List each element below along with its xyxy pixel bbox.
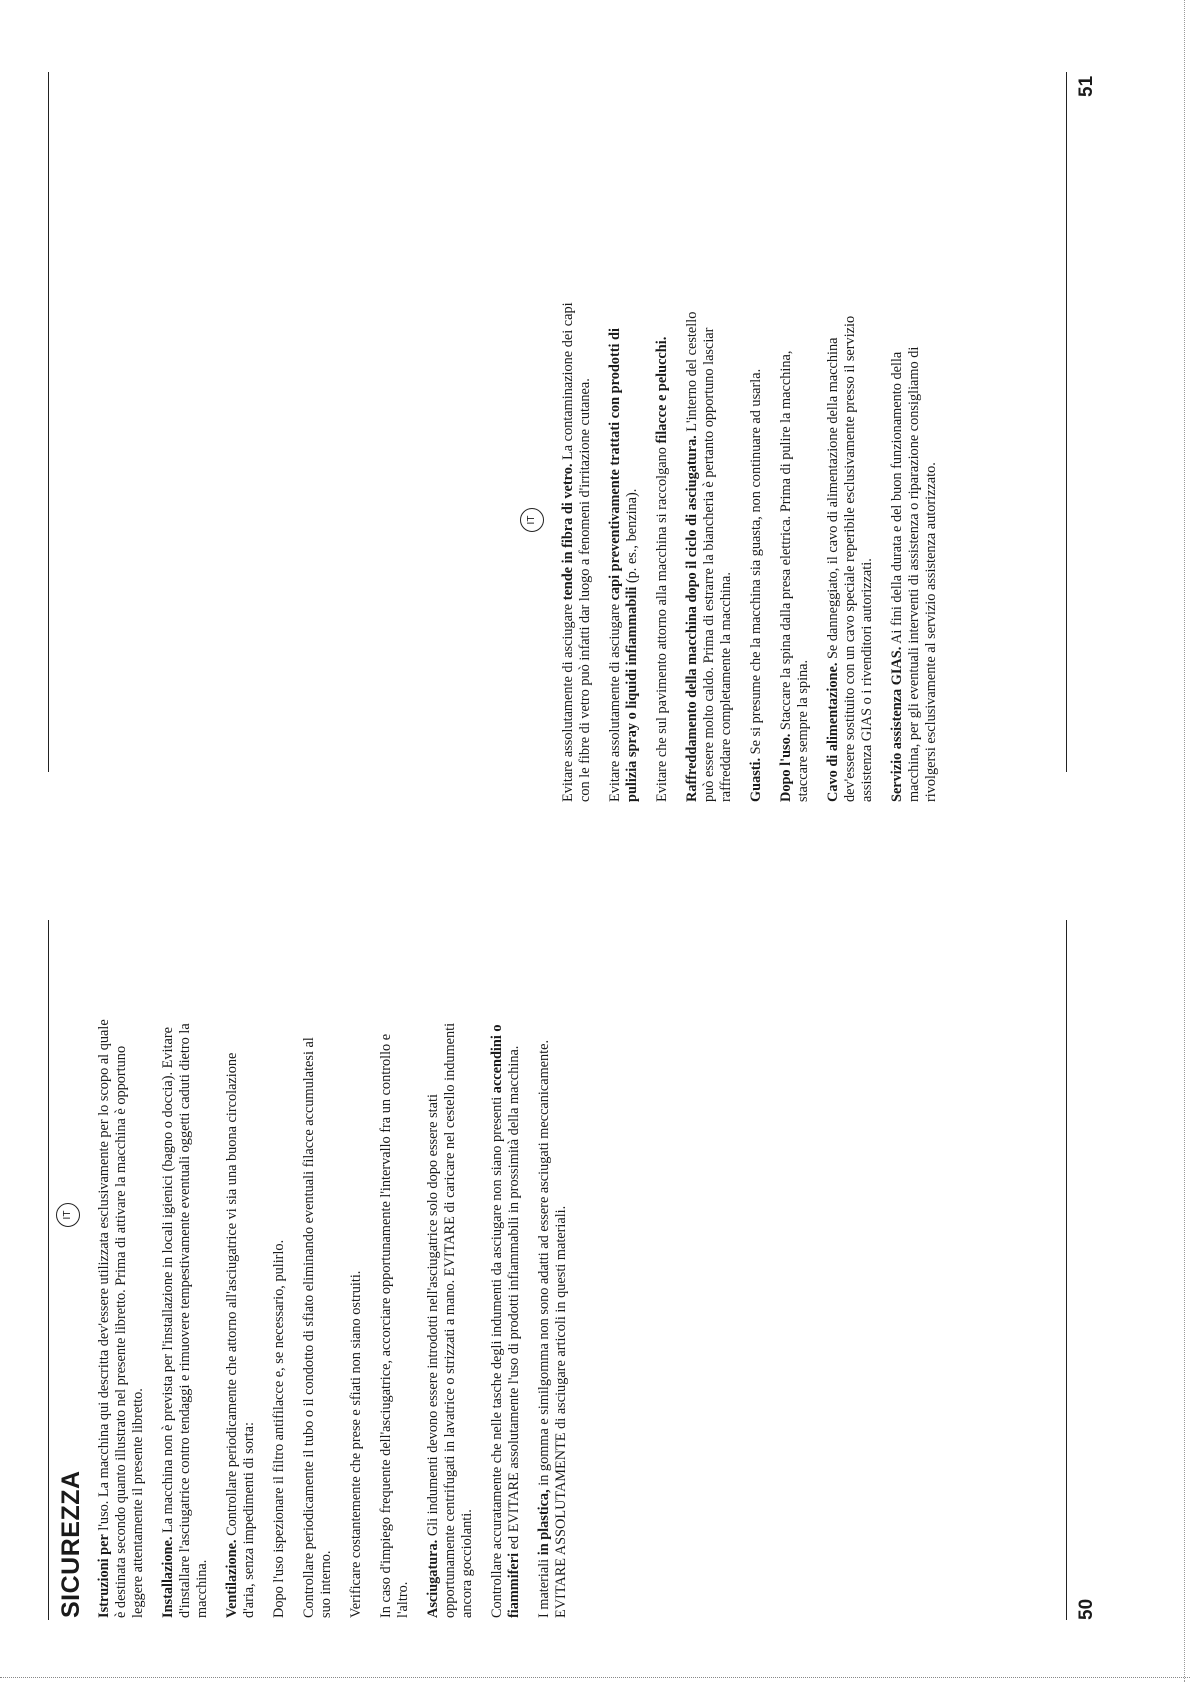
- right-page-bottom-rule: [1066, 72, 1067, 772]
- paragraph: Installazione. La macchina non è prevista per l'installazione in locali igienici (bagno o doccia). Evitare d'installare l'asciugatrice contro tendaggi e rimuovere tempestivamente eventuali oggetti caduti dietro la macchina.: [160, 1023, 210, 1618]
- paragraph: Evitare assolutamente di asciugare capi preventivamente trattati con prodotti di pulizia spray o liquidi infiammabili (p. es., benzina).: [607, 328, 640, 802]
- paragraph: Guasti. Se si presume che la macchina sia guasta, non continuare ad usarla.: [748, 368, 764, 802]
- paragraph: Dopo l'uso. Staccare la spina dalla presa elettrica. Prima di pulire la macchina, staccare sempre la spina.: [778, 350, 811, 802]
- right-page-column: [560, 302, 953, 802]
- paragraph: Istruzioni per l'uso. La macchina qui descritta dev'essere utilizzata esclusivamente per lo scopo al quale è destinata secondo quanto illustrato nel presente libretto. Prima di attivare la macchina è opportuno leggere attentamente il presente libretto.: [96, 1019, 146, 1618]
- right-language-badge: IT: [520, 508, 544, 532]
- paragraph: Servizio assistenza GIAS. Ai fini della durata e del buon funzionamento della macchina, per gli eventuali interventi di assistenza o riparazione consigliamo di rivolgersi esclusivamente al servizio assistenza autorizzato.: [889, 346, 939, 802]
- left-page-number: 50: [1076, 1598, 1097, 1620]
- left-page-column: [56, 1018, 583, 1618]
- left-page-top-rule: [48, 920, 49, 1620]
- paragraph: Ventilazione. Controllare periodicamente che attorno all'asciugatrice vi sia una buona circolazione d'aria, senza impedimenti di sorta:: [224, 1052, 257, 1618]
- paragraph: I materiali in plastica, in gomma e similgomma non sono adatti ad essere asciugati meccanicamente. EVITARE ASSOLUTAMENTE di asciugare articoli in questi materiali.: [536, 1039, 569, 1618]
- right-page-number: 51: [1076, 75, 1097, 97]
- paragraph: Raffreddamento della macchina dopo il ciclo di asciugatura. L'interno del cestello può essere molto caldo. Prima di estrarre la biancheria è pertanto opportuno lasciar raffreddare completamente la macchina.: [684, 311, 734, 802]
- paragraph: Evitare che sul pavimento attorno alla macchina si raccolgano filacce e pelucchi.: [654, 336, 670, 802]
- left-language-badge: IT: [56, 1203, 80, 1227]
- left-page-bottom-rule: [1066, 920, 1067, 1620]
- scan-edge-bottom: [1184, 0, 1185, 1682]
- paragraph: Controllare accuratamente che nelle tasche degli indumenti da asciugare non siano presenti accendini o fiammiferi ed EVITARE assolutamente l'uso di prodotti infiammabili in prossimità della macchina.: [489, 1024, 522, 1618]
- paragraph: Evitare assolutamente di asciugare tende in fibra di vetro. La contaminazione dei capi con le fibre di vetro può infatti dar luogo a fenomeni d'irritazione cutanea.: [560, 302, 593, 802]
- paragraph: Asciugatura. Gli indumenti devono essere introdotti nell'asciugatrice solo dopo essere stati opportunamente centrifugati in lavatrice o strizzati a mano. EVITARE di caricare nel cestello indumenti ancora gocciolanti.: [425, 1022, 475, 1618]
- right-page-top-rule: [48, 72, 49, 772]
- scan-edge-left: [0, 1677, 1190, 1678]
- paragraph: Controllare periodicamente il tubo o il condotto di sfiato eliminando eventuali filacce accumulatesi al suo interno.: [301, 1037, 334, 1618]
- paragraph: Dopo l'uso ispezionare il filtro antifilacce e, se necessario, pulirlo.: [271, 1239, 287, 1618]
- paragraph: In caso d'impiego frequente dell'asciugatrice, accorciare opportunamente l'intervallo fra un controllo e l'altro.: [378, 1033, 411, 1618]
- section-title: SICUREZZA: [57, 1470, 85, 1618]
- paragraph: Verificare costantemente che prese e sfiati non siano ostruiti.: [348, 1270, 364, 1618]
- paragraph: Cavo di alimentazione. Se danneggiato, il cavo di alimentazione della macchina dev'essere sostituito con un cavo speciale reperibile esclusivamente presso il servizio assistenza GIAS o i rivenditori autorizzati.: [825, 315, 875, 802]
